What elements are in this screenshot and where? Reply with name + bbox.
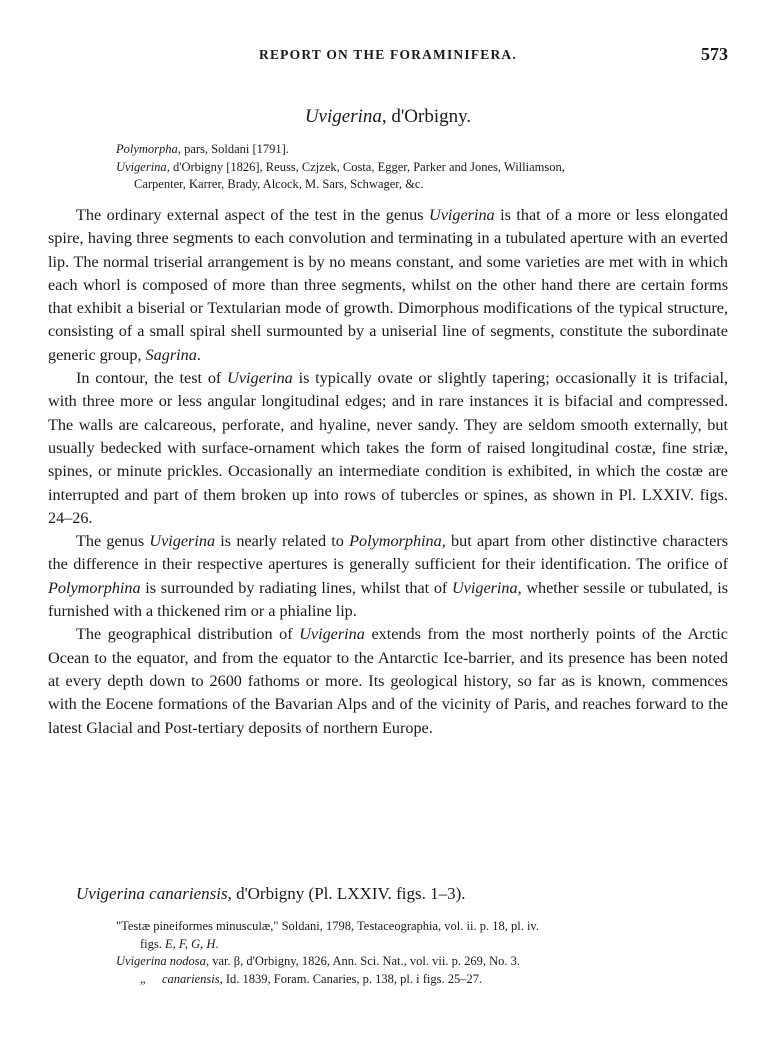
synonymy-entry	[116, 141, 731, 159]
text-run: The genus	[76, 532, 150, 551]
text-run: , whether sessile or tubulated, is furnished with a thickened rim or a phialine lip.	[48, 578, 728, 621]
reference-text: "Testæ pineiformes minusculæ," Soldani, 1798, Testaceographia, vol. ii. p. 18, pl. iv.	[116, 919, 539, 933]
synonym-citation: , pars, Soldani [1791].	[177, 142, 289, 156]
text-run: is surrounded by radiating lines, whilst that of	[140, 578, 452, 597]
running-title: REPORT ON THE FORAMINIFERA.	[259, 47, 517, 62]
paragraph-3	[48, 530, 728, 623]
synonymy-entry	[116, 159, 731, 177]
genus-name: Uvigerina	[304, 106, 382, 127]
taxon-name: Sagrina	[145, 345, 197, 364]
synonym-name: Uvigerina	[116, 159, 167, 174]
genus-heading	[0, 106, 776, 128]
page-number: 573	[701, 44, 728, 64]
species-heading	[76, 884, 736, 904]
synonymy-entry-continuation: Carpenter, Karrer, Brady, Alcock, M. Sars, Schwager, &c.	[134, 177, 424, 191]
text-run: The geographical distribution of	[76, 625, 300, 644]
text-run: is typically ovate or slightly tapering; occasionally it is trifacial, with three more or less angular longitudinal edges; and in rare instances it is bifacial and compressed. The walls are calcareous, perforate, and hyaline, never sandy. They are seldom smooth externally, but usually bedecked with surface-ornament which takes the form of raised longitudinal costæ, fine striæ, spines, or minute prickles. Occasionally an intermediate condition is exhibited, in which the costæ are interrupted and part of them broken up into rows of tubercles or spines, as shown in Pl. LXXIV. figs. 24–26.	[48, 369, 728, 527]
taxon-name: Polymorphina	[48, 578, 141, 597]
text-run: .	[196, 345, 201, 364]
synonymy-list	[116, 141, 731, 194]
taxon-name: Uvigerina	[149, 532, 216, 551]
text-run: extends from the most northerly points of the Arctic Ocean to the equator, and from the equator to the Antarctic Ice-barrier, and its presence has been noted at every depth down to 2600 fathoms or more. Its geological history, so far as is known, commences with the Eocene formations of the Bavarian Alps and of the vicinity of Paris, and reaches forward to the latest Glacial and Post-tertiary deposits of northern Europe.	[48, 625, 728, 737]
reference-text: , Id. 1839, Foram. Canaries, p. 138, pl. i figs. 25–27.	[219, 971, 483, 986]
text-run: figs.	[140, 936, 165, 951]
taxon-name: Polymorphina	[349, 532, 442, 551]
text-run: is that of a more or less elongated spire, having three segments to each convolution and terminating in a tubulated aperture with an everted lip. The normal triserial arrangement is by no means constant, and some varieties are met with in which each whorl is composed of more than three segments, whilst on the other hand there are certain forms that exhibit a biserial or Textularian mode of growth. Dimorphous modifications of the typical structure, consisting of a small spiral shell surmounted by a uniserial line of segments, constitute the subordinate generic group,	[48, 206, 728, 364]
text-run: is nearly related to	[215, 532, 350, 551]
reference-entry	[116, 918, 738, 936]
reference-text: , var. β, d'Orbigny, 1826, Ann. Sci. Nat., vol. vii. p. 269, No. 3.	[205, 954, 520, 968]
taxon-name: Uvigerina	[429, 206, 495, 224]
paragraph-4	[48, 623, 728, 739]
paragraph-2	[48, 367, 728, 530]
reference-taxon: Uvigerina nodosa	[116, 954, 206, 968]
taxon-name: Uvigerina	[451, 578, 518, 597]
figure-letters: E, F, G, H	[165, 936, 216, 951]
synonym-citation: , d'Orbigny [1826], Reuss, Czjzek, Costa, Egger, Parker and Jones, Williamson,	[166, 159, 565, 174]
species-author: , d'Orbigny (Pl. LXXIV. figs. 1–3).	[227, 884, 466, 903]
reference-taxon: canariensis	[162, 971, 220, 986]
reference-entry	[116, 953, 738, 971]
text-run: In contour, the test of	[76, 369, 228, 388]
text-run: .	[215, 936, 219, 951]
body-text	[48, 204, 728, 740]
ditto-mark: „	[140, 971, 146, 986]
running-head	[48, 44, 728, 68]
taxon-name: Uvigerina	[227, 369, 293, 388]
text-run: , but apart from other distinctive characters the difference in their respective apertures is generally sufficient for their identification. The orifice of	[48, 532, 728, 574]
text-run: The ordinary external aspect of the test in the genus	[76, 206, 430, 224]
species-name: Uvigerina canariensis	[76, 884, 228, 903]
synonym-name: Polymorpha	[116, 142, 178, 156]
genus-author: , d'Orbigny.	[381, 106, 472, 127]
reference-continuation	[116, 936, 738, 954]
taxon-name: Uvigerina	[299, 625, 365, 644]
reference-entry	[116, 971, 738, 989]
species-references	[116, 918, 738, 988]
paragraph-1	[48, 204, 728, 367]
